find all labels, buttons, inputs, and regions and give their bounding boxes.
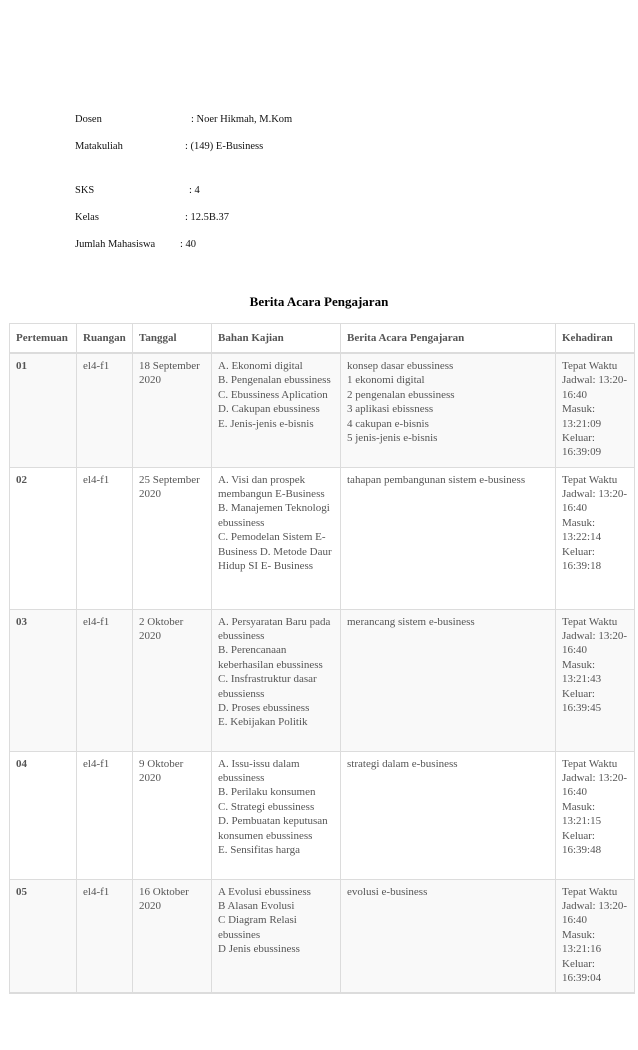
cell-bahan-kajian-line: A. Issu-issu dalam ebussiness <box>218 757 300 784</box>
cell-bahan-kajian-line: C. Insfrastruktur dasar ebussienss <box>218 673 317 700</box>
berita-acara-table <box>9 323 635 994</box>
matakuliah-value: : (149) E-Business <box>185 141 264 152</box>
sks-value: : 4 <box>189 185 200 196</box>
cell-bahan-kajian-line: E. Kebijakan Politik <box>218 716 308 729</box>
cell-berita-acara <box>341 609 556 751</box>
cell-kehadiran <box>556 467 635 609</box>
cell-bahan-kajian-line: A. Visi dan prospek membangun E-Business <box>218 473 325 500</box>
cell-kehadiran <box>556 353 635 467</box>
cell-pertemuan: 05 <box>10 879 77 993</box>
cell-tanggal: 25 September 2020 <box>133 467 212 609</box>
cell-bahan-kajian-line: B. Perencanaan keberhasilan ebussiness <box>218 644 323 671</box>
cell-kehadiran-line: Jadwal: 13:20-16:40 <box>562 899 628 927</box>
cell-berita-acara-line: 1 ekonomi digital <box>347 374 425 387</box>
cell-kehadiran-line: Masuk: 13:21:09 <box>562 403 602 430</box>
cell-bahan-kajian <box>212 467 341 609</box>
matakuliah-label: Matakuliah <box>75 141 123 152</box>
cell-berita-acara-line: tahapan pembangunan sistem e-business <box>347 473 526 486</box>
cell-tanggal: 18 September 2020 <box>133 353 212 467</box>
kelas-value: : 12.5B.37 <box>185 212 230 223</box>
cell-berita-acara-line: konsep dasar ebussiness <box>347 360 454 372</box>
cell-berita-acara-line: evolusi e-business <box>347 885 428 898</box>
cell-kehadiran-line: Masuk: 13:21:15 <box>562 800 602 828</box>
jumlah-mahasiswa-label: Jumlah Mahasiswa <box>75 239 156 250</box>
cell-bahan-kajian-line: B. Manajemen Teknologi ebussiness <box>218 502 330 529</box>
header-kehadiran: Kehadiran <box>556 324 635 354</box>
cell-bahan-kajian-line: D Jenis ebussiness <box>218 943 300 956</box>
table-row <box>10 467 635 609</box>
cell-kehadiran-line: Tepat Waktu <box>562 615 618 628</box>
table-row <box>10 879 635 993</box>
page-title: Berita Acara Pengajaran <box>249 294 389 309</box>
cell-bahan-kajian-line: B. Pengenalan ebussiness <box>218 374 331 387</box>
cell-bahan-kajian <box>212 879 341 993</box>
cell-pertemuan: 01 <box>10 353 77 467</box>
cell-kehadiran-line: Tepat Waktu <box>562 757 618 770</box>
cell-bahan-kajian-line: C. Pemodelan Sistem E- Business D. Metode Daur Hidup SI E- Business <box>218 531 332 572</box>
cell-kehadiran-line: Jadwal: 13:20-16:40 <box>562 629 628 657</box>
cell-kehadiran-line: Jadwal: 13:20-16:40 <box>562 374 628 401</box>
sks-label: SKS <box>75 185 95 196</box>
cell-berita-acara <box>341 467 556 609</box>
table-header-row <box>10 324 635 354</box>
cell-bahan-kajian-line: D. Proses ebussiness <box>218 701 310 714</box>
cell-kehadiran-line: Keluar: 16:39:18 <box>562 545 602 572</box>
cell-berita-acara-line: strategi dalam e-business <box>347 757 458 770</box>
cell-pertemuan: 02 <box>10 467 77 609</box>
cell-bahan-kajian-line: C Diagram Relasi ebussines <box>218 914 297 941</box>
cell-bahan-kajian-line: D. Pembuatan keputusan konsumen ebussiness <box>218 815 328 842</box>
cell-kehadiran-line: Keluar: 16:39:48 <box>562 829 602 856</box>
cell-ruangan: el4-f1 <box>77 609 133 751</box>
dosen-value: : Noer Hikmah, M.Kom <box>191 114 293 125</box>
cell-kehadiran-line: Jadwal: 13:20-16:40 <box>562 771 628 799</box>
cell-kehadiran-line: Tepat Waktu <box>562 473 618 486</box>
dosen-label: Dosen <box>75 114 102 125</box>
cell-bahan-kajian-line: C. Strategi ebussiness <box>218 800 315 813</box>
cell-pertemuan: 03 <box>10 609 77 751</box>
cell-bahan-kajian-line: A. Persyaratan Baru pada ebussiness <box>218 615 331 642</box>
cell-ruangan: el4-f1 <box>77 751 133 879</box>
cell-tanggal: 9 Oktober 2020 <box>133 751 212 879</box>
kelas-label: Kelas <box>75 212 99 223</box>
table-row <box>10 751 635 879</box>
cell-kehadiran-line: Jadwal: 13:20-16:40 <box>562 487 628 515</box>
header-berita-acara: Berita Acara Pengajaran <box>341 324 556 354</box>
cell-kehadiran-line: Keluar: 16:39:45 <box>562 687 602 714</box>
cell-tanggal: 2 Oktober 2020 <box>133 609 212 751</box>
cell-berita-acara-line: 4 cakupan e-bisnis <box>347 417 429 430</box>
cell-kehadiran <box>556 609 635 751</box>
cell-kehadiran-line: Keluar: 16:39:04 <box>562 957 602 984</box>
cell-ruangan: el4-f1 <box>77 353 133 467</box>
header-bahan-kajian: Bahan Kajian <box>212 324 341 354</box>
cell-pertemuan: 04 <box>10 751 77 879</box>
cell-berita-acara <box>341 751 556 879</box>
cell-kehadiran-line: Tepat Waktu <box>562 885 618 898</box>
cell-kehadiran-line: Tepat Waktu <box>562 360 618 372</box>
cell-kehadiran-line: Keluar: 16:39:09 <box>562 432 602 459</box>
cell-berita-acara-line: 3 aplikasi ebissness <box>347 403 434 416</box>
table-row <box>10 609 635 751</box>
header-ruangan: Ruangan <box>77 324 133 354</box>
header-pertemuan: Pertemuan <box>10 324 77 354</box>
cell-bahan-kajian-line: C. Ebussiness Aplication <box>218 388 328 401</box>
cell-bahan-kajian-line: E. Jenis-jenis e-bisnis <box>218 417 314 430</box>
cell-berita-acara-line: merancang sistem e-business <box>347 615 475 628</box>
cell-bahan-kajian-line: A. Ekonomi digital <box>218 360 303 372</box>
header-tanggal: Tanggal <box>133 324 212 354</box>
jumlah-mahasiswa-value: : 40 <box>180 239 197 250</box>
cell-kehadiran-line: Masuk: 13:21:16 <box>562 928 602 956</box>
cell-bahan-kajian-line: B Alasan Evolusi <box>218 899 295 912</box>
cell-bahan-kajian <box>212 609 341 751</box>
cell-ruangan: el4-f1 <box>77 467 133 609</box>
table-row <box>10 353 635 467</box>
cell-tanggal: 16 Oktober 2020 <box>133 879 212 993</box>
cell-kehadiran-line: Masuk: 13:22:14 <box>562 516 602 544</box>
cell-bahan-kajian-line: E. Sensifitas harga <box>218 843 300 856</box>
cell-bahan-kajian <box>212 353 341 467</box>
cell-bahan-kajian-line: B. Perilaku konsumen <box>218 786 316 799</box>
cell-berita-acara-line: 2 pengenalan ebussiness <box>347 388 455 401</box>
cell-berita-acara <box>341 879 556 993</box>
cell-kehadiran-line: Masuk: 13:21:43 <box>562 658 602 686</box>
cell-ruangan: el4-f1 <box>77 879 133 993</box>
cell-bahan-kajian-line: A Evolusi ebussiness <box>218 885 311 898</box>
cell-berita-acara-line: 5 jenis-jenis e-bisnis <box>347 432 438 445</box>
cell-bahan-kajian-line: D. Cakupan ebussiness <box>218 403 320 416</box>
cell-kehadiran <box>556 751 635 879</box>
cell-berita-acara <box>341 353 556 467</box>
cell-bahan-kajian <box>212 751 341 879</box>
cell-kehadiran <box>556 879 635 993</box>
